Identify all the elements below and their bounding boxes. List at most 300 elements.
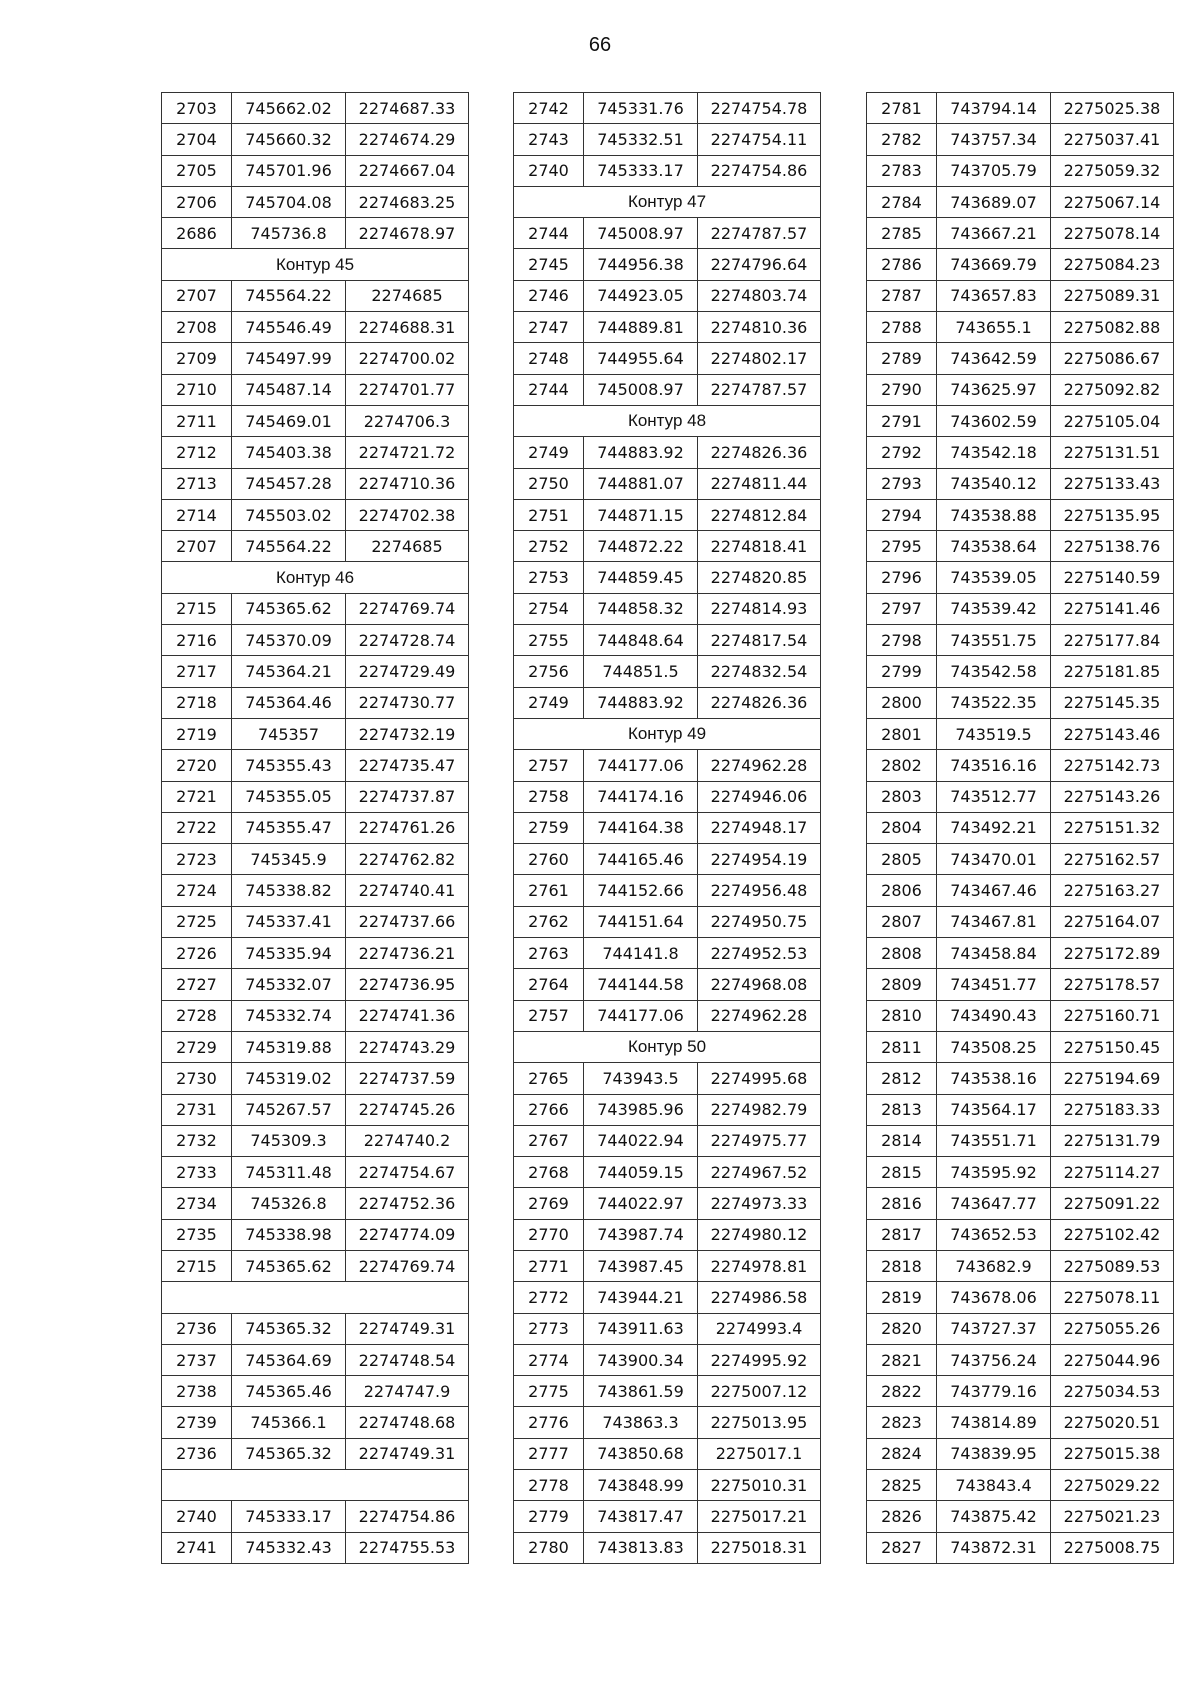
table-row	[867, 1188, 1174, 1219]
y-coordinate: 2274736.21	[346, 938, 469, 969]
y-coordinate: 2275092.82	[1051, 374, 1174, 405]
table-row	[867, 625, 1174, 656]
point-number: 2738	[162, 1376, 232, 1407]
x-coordinate: 745403.38	[232, 437, 346, 468]
point-number: 2804	[867, 812, 937, 843]
y-coordinate: 2274995.68	[698, 1063, 821, 1094]
table-row	[867, 969, 1174, 1000]
table-row	[867, 1438, 1174, 1469]
point-number: 2811	[867, 1031, 937, 1062]
y-coordinate: 2275105.04	[1051, 405, 1174, 436]
point-number: 2819	[867, 1282, 937, 1313]
y-coordinate: 2274820.85	[698, 562, 821, 593]
point-number: 2761	[514, 875, 584, 906]
x-coordinate: 745364.46	[232, 687, 346, 718]
point-number: 2810	[867, 1000, 937, 1031]
y-coordinate: 2275021.23	[1051, 1501, 1174, 1532]
table-row	[162, 1157, 469, 1188]
point-number: 2770	[514, 1219, 584, 1250]
table-row	[162, 906, 469, 937]
point-number: 2781	[867, 93, 937, 124]
table-row	[514, 656, 821, 687]
point-number: 2802	[867, 750, 937, 781]
x-coordinate: 745008.97	[584, 218, 698, 249]
point-number: 2812	[867, 1063, 937, 1094]
point-number: 2795	[867, 531, 937, 562]
point-number: 2788	[867, 312, 937, 343]
x-coordinate: 743814.89	[937, 1407, 1051, 1438]
point-number: 2745	[514, 249, 584, 280]
contour-title: Контур 45	[162, 249, 469, 280]
table-row	[162, 186, 469, 217]
point-number: 2747	[514, 312, 584, 343]
point-number: 2711	[162, 405, 232, 436]
table-row	[514, 499, 821, 530]
empty-separator	[162, 1282, 469, 1313]
x-coordinate: 743987.45	[584, 1250, 698, 1281]
x-coordinate: 745704.08	[232, 186, 346, 217]
table-row	[867, 218, 1174, 249]
table-row	[162, 1407, 469, 1438]
point-number: 2793	[867, 468, 937, 499]
point-number: 2732	[162, 1125, 232, 1156]
point-number: 2708	[162, 312, 232, 343]
y-coordinate: 2275141.46	[1051, 593, 1174, 624]
table-row	[514, 280, 821, 311]
x-coordinate: 744859.45	[584, 562, 698, 593]
table-row	[867, 1313, 1174, 1344]
x-coordinate: 745338.98	[232, 1219, 346, 1250]
point-number: 2739	[162, 1407, 232, 1438]
table-row	[514, 969, 821, 1000]
table-row	[514, 312, 821, 343]
coordinates-table-middle	[513, 92, 821, 1564]
point-number: 2777	[514, 1438, 584, 1469]
point-number: 2744	[514, 218, 584, 249]
y-coordinate: 2274729.49	[346, 656, 469, 687]
separator-row	[162, 1470, 469, 1501]
x-coordinate: 744851.5	[584, 656, 698, 687]
point-number: 2717	[162, 656, 232, 687]
x-coordinate: 745332.07	[232, 969, 346, 1000]
point-number: 2822	[867, 1376, 937, 1407]
x-coordinate: 743669.79	[937, 249, 1051, 280]
y-coordinate: 2274832.54	[698, 656, 821, 687]
x-coordinate: 743647.77	[937, 1188, 1051, 1219]
point-number: 2709	[162, 343, 232, 374]
y-coordinate: 2275034.53	[1051, 1376, 1174, 1407]
x-coordinate: 743467.81	[937, 906, 1051, 937]
table-row	[867, 343, 1174, 374]
x-coordinate: 745345.9	[232, 844, 346, 875]
x-coordinate: 745365.46	[232, 1376, 346, 1407]
y-coordinate: 2275140.59	[1051, 562, 1174, 593]
point-number: 2805	[867, 844, 937, 875]
x-coordinate: 743564.17	[937, 1094, 1051, 1125]
x-coordinate: 745365.62	[232, 593, 346, 624]
point-number: 2782	[867, 124, 937, 155]
x-coordinate: 743727.37	[937, 1313, 1051, 1344]
table-row	[162, 750, 469, 781]
y-coordinate: 2274730.77	[346, 687, 469, 718]
y-coordinate: 2274667.04	[346, 155, 469, 186]
y-coordinate: 2275135.95	[1051, 499, 1174, 530]
point-number: 2765	[514, 1063, 584, 1094]
y-coordinate: 2275131.51	[1051, 437, 1174, 468]
y-coordinate: 2275018.31	[698, 1532, 821, 1563]
point-number: 2710	[162, 374, 232, 405]
table-row	[867, 1250, 1174, 1281]
point-number: 2766	[514, 1094, 584, 1125]
table-row	[162, 155, 469, 186]
y-coordinate: 2275194.69	[1051, 1063, 1174, 1094]
table-row	[162, 1031, 469, 1062]
point-number: 2686	[162, 218, 232, 249]
point-number: 2704	[162, 124, 232, 155]
y-coordinate: 2275163.27	[1051, 875, 1174, 906]
point-number: 2715	[162, 593, 232, 624]
point-number: 2724	[162, 875, 232, 906]
x-coordinate: 744165.46	[584, 844, 698, 875]
x-coordinate: 744955.64	[584, 343, 698, 374]
page-number: 66	[588, 34, 612, 56]
x-coordinate: 745546.49	[232, 312, 346, 343]
y-coordinate: 2274826.36	[698, 437, 821, 468]
table-row	[867, 155, 1174, 186]
table-row	[867, 280, 1174, 311]
table-row	[867, 1282, 1174, 1313]
point-number: 2760	[514, 844, 584, 875]
x-coordinate: 745364.21	[232, 656, 346, 687]
y-coordinate: 2274688.31	[346, 312, 469, 343]
y-coordinate: 2274736.95	[346, 969, 469, 1000]
table-row	[162, 1376, 469, 1407]
table-row	[514, 593, 821, 624]
point-number: 2750	[514, 468, 584, 499]
table-row	[162, 1313, 469, 1344]
contour-header-row	[514, 186, 821, 217]
table-row	[867, 1532, 1174, 1563]
point-number: 2808	[867, 938, 937, 969]
y-coordinate: 2274975.77	[698, 1125, 821, 1156]
point-number: 2785	[867, 218, 937, 249]
y-coordinate: 2274752.36	[346, 1188, 469, 1219]
y-coordinate: 2275082.88	[1051, 312, 1174, 343]
point-number: 2730	[162, 1063, 232, 1094]
table-row	[162, 531, 469, 562]
table-row	[514, 1532, 821, 1563]
y-coordinate: 2275037.41	[1051, 124, 1174, 155]
table-row	[867, 186, 1174, 217]
y-coordinate: 2274796.64	[698, 249, 821, 280]
x-coordinate: 745469.01	[232, 405, 346, 436]
point-number: 2820	[867, 1313, 937, 1344]
y-coordinate: 2275133.43	[1051, 468, 1174, 499]
point-number: 2821	[867, 1344, 937, 1375]
x-coordinate: 743757.34	[937, 124, 1051, 155]
y-coordinate: 2274993.4	[698, 1313, 821, 1344]
point-number: 2755	[514, 625, 584, 656]
x-coordinate: 745333.17	[232, 1501, 346, 1532]
table-row	[162, 1094, 469, 1125]
table-row	[514, 218, 821, 249]
point-number: 2768	[514, 1157, 584, 1188]
x-coordinate: 743689.07	[937, 186, 1051, 217]
table-row	[162, 468, 469, 499]
table-row	[867, 1000, 1174, 1031]
point-number: 2779	[514, 1501, 584, 1532]
table-row	[867, 1376, 1174, 1407]
table-row	[514, 1344, 821, 1375]
table-row	[162, 93, 469, 124]
table-row	[162, 1344, 469, 1375]
point-number: 2816	[867, 1188, 937, 1219]
point-number: 2815	[867, 1157, 937, 1188]
x-coordinate: 743492.21	[937, 812, 1051, 843]
y-coordinate: 2275164.07	[1051, 906, 1174, 937]
point-number: 2826	[867, 1501, 937, 1532]
point-number: 2759	[514, 812, 584, 843]
table-row	[867, 718, 1174, 749]
point-number: 2780	[514, 1532, 584, 1563]
table-row	[162, 1532, 469, 1563]
x-coordinate: 745335.94	[232, 938, 346, 969]
table-row	[514, 1501, 821, 1532]
x-coordinate: 743551.71	[937, 1125, 1051, 1156]
x-coordinate: 743850.68	[584, 1438, 698, 1469]
table-row	[162, 875, 469, 906]
point-number: 2783	[867, 155, 937, 186]
y-coordinate: 2275059.32	[1051, 155, 1174, 186]
x-coordinate: 745355.47	[232, 812, 346, 843]
x-coordinate: 745338.82	[232, 875, 346, 906]
x-coordinate: 744923.05	[584, 280, 698, 311]
point-number: 2731	[162, 1094, 232, 1125]
x-coordinate: 743642.59	[937, 343, 1051, 374]
x-coordinate: 743861.59	[584, 1376, 698, 1407]
y-coordinate: 2274748.68	[346, 1407, 469, 1438]
y-coordinate: 2274747.9	[346, 1376, 469, 1407]
y-coordinate: 2275078.14	[1051, 218, 1174, 249]
table-row	[867, 687, 1174, 718]
point-number: 2772	[514, 1282, 584, 1313]
x-coordinate: 744871.15	[584, 499, 698, 530]
y-coordinate: 2275086.67	[1051, 343, 1174, 374]
y-coordinate: 2274678.97	[346, 218, 469, 249]
x-coordinate: 743508.25	[937, 1031, 1051, 1062]
table-row	[162, 405, 469, 436]
point-number: 2813	[867, 1094, 937, 1125]
x-coordinate: 744889.81	[584, 312, 698, 343]
point-number: 2736	[162, 1313, 232, 1344]
contour-title: Контур 46	[162, 562, 469, 593]
separator-row	[162, 1282, 469, 1313]
point-number: 2790	[867, 374, 937, 405]
x-coordinate: 743540.12	[937, 468, 1051, 499]
point-number: 2817	[867, 1219, 937, 1250]
x-coordinate: 745355.43	[232, 750, 346, 781]
x-coordinate: 745364.69	[232, 1344, 346, 1375]
table-row	[162, 374, 469, 405]
table-row	[162, 1438, 469, 1469]
x-coordinate: 743519.5	[937, 718, 1051, 749]
y-coordinate: 2275102.42	[1051, 1219, 1174, 1250]
x-coordinate: 743538.16	[937, 1063, 1051, 1094]
point-number: 2743	[514, 124, 584, 155]
y-coordinate: 2274737.59	[346, 1063, 469, 1094]
table-row	[514, 750, 821, 781]
y-coordinate: 2274803.74	[698, 280, 821, 311]
table-row	[867, 1063, 1174, 1094]
table-row	[162, 812, 469, 843]
point-number: 2751	[514, 499, 584, 530]
x-coordinate: 743678.06	[937, 1282, 1051, 1313]
point-number: 2778	[514, 1470, 584, 1501]
point-number: 2787	[867, 280, 937, 311]
y-coordinate: 2274754.67	[346, 1157, 469, 1188]
table-row	[162, 1188, 469, 1219]
point-number: 2705	[162, 155, 232, 186]
table-row	[514, 437, 821, 468]
table-row	[867, 844, 1174, 875]
x-coordinate: 745365.32	[232, 1313, 346, 1344]
y-coordinate: 2275162.57	[1051, 844, 1174, 875]
table-row	[514, 468, 821, 499]
x-coordinate: 743467.46	[937, 875, 1051, 906]
point-number: 2794	[867, 499, 937, 530]
point-number: 2807	[867, 906, 937, 937]
table-row	[514, 1282, 821, 1313]
x-coordinate: 743705.79	[937, 155, 1051, 186]
x-coordinate: 743848.99	[584, 1470, 698, 1501]
x-coordinate: 744872.22	[584, 531, 698, 562]
point-number: 2703	[162, 93, 232, 124]
x-coordinate: 743655.1	[937, 312, 1051, 343]
y-coordinate: 2274814.93	[698, 593, 821, 624]
empty-separator	[162, 1470, 469, 1501]
y-coordinate: 2274818.41	[698, 531, 821, 562]
point-number: 2776	[514, 1407, 584, 1438]
y-coordinate: 2274980.12	[698, 1219, 821, 1250]
x-coordinate: 745370.09	[232, 625, 346, 656]
y-coordinate: 2274962.28	[698, 1000, 821, 1031]
y-coordinate: 2274812.84	[698, 499, 821, 530]
y-coordinate: 2275067.14	[1051, 186, 1174, 217]
table-row	[867, 938, 1174, 969]
point-number: 2796	[867, 562, 937, 593]
table-row	[514, 1313, 821, 1344]
point-number: 2753	[514, 562, 584, 593]
x-coordinate: 745365.62	[232, 1250, 346, 1281]
x-coordinate: 743756.24	[937, 1344, 1051, 1375]
y-coordinate: 2274755.53	[346, 1532, 469, 1563]
y-coordinate: 2274749.31	[346, 1438, 469, 1469]
y-coordinate: 2274995.92	[698, 1344, 821, 1375]
y-coordinate: 2274956.48	[698, 875, 821, 906]
contour-title: Контур 49	[514, 718, 821, 749]
y-coordinate: 2274946.06	[698, 781, 821, 812]
x-coordinate: 745497.99	[232, 343, 346, 374]
x-coordinate: 745701.96	[232, 155, 346, 186]
table-row	[514, 374, 821, 405]
x-coordinate: 745736.8	[232, 218, 346, 249]
y-coordinate: 2274701.77	[346, 374, 469, 405]
table-row	[514, 1125, 821, 1156]
point-number: 2825	[867, 1470, 937, 1501]
x-coordinate: 743911.63	[584, 1313, 698, 1344]
point-number: 2744	[514, 374, 584, 405]
x-coordinate: 743602.59	[937, 405, 1051, 436]
table-row	[867, 1031, 1174, 1062]
table-row	[162, 280, 469, 311]
x-coordinate: 745332.51	[584, 124, 698, 155]
x-coordinate: 743542.18	[937, 437, 1051, 468]
x-coordinate: 744174.16	[584, 781, 698, 812]
y-coordinate: 2275007.12	[698, 1376, 821, 1407]
y-coordinate: 2274802.17	[698, 343, 821, 374]
y-coordinate: 2274810.36	[698, 312, 821, 343]
point-number: 2754	[514, 593, 584, 624]
y-coordinate: 2275078.11	[1051, 1282, 1174, 1313]
table-row	[162, 1219, 469, 1250]
x-coordinate: 745337.41	[232, 906, 346, 937]
x-coordinate: 745326.8	[232, 1188, 346, 1219]
point-number: 2803	[867, 781, 937, 812]
x-coordinate: 743944.21	[584, 1282, 698, 1313]
x-coordinate: 745503.02	[232, 499, 346, 530]
table-row	[867, 1501, 1174, 1532]
y-coordinate: 2275138.76	[1051, 531, 1174, 562]
y-coordinate: 2274968.08	[698, 969, 821, 1000]
y-coordinate: 2274950.75	[698, 906, 821, 937]
y-coordinate: 2274761.26	[346, 812, 469, 843]
table-row	[162, 1000, 469, 1031]
y-coordinate: 2274743.29	[346, 1031, 469, 1062]
point-number: 2715	[162, 1250, 232, 1281]
x-coordinate: 745008.97	[584, 374, 698, 405]
point-number: 2726	[162, 938, 232, 969]
x-coordinate: 743539.42	[937, 593, 1051, 624]
y-coordinate: 2274735.47	[346, 750, 469, 781]
table-row	[867, 124, 1174, 155]
y-coordinate: 2274728.74	[346, 625, 469, 656]
point-number: 2818	[867, 1250, 937, 1281]
y-coordinate: 2275160.71	[1051, 1000, 1174, 1031]
point-number: 2756	[514, 656, 584, 687]
y-coordinate: 2275131.79	[1051, 1125, 1174, 1156]
y-coordinate: 2274754.11	[698, 124, 821, 155]
table-row	[514, 1407, 821, 1438]
y-coordinate: 2275181.85	[1051, 656, 1174, 687]
x-coordinate: 743839.95	[937, 1438, 1051, 1469]
table-row	[514, 1188, 821, 1219]
table-row	[867, 812, 1174, 843]
table-row	[867, 1470, 1174, 1501]
y-coordinate: 2274787.57	[698, 218, 821, 249]
table-row	[514, 343, 821, 374]
y-coordinate: 2274737.87	[346, 781, 469, 812]
x-coordinate: 744956.38	[584, 249, 698, 280]
x-coordinate: 743779.16	[937, 1376, 1051, 1407]
x-coordinate: 743538.64	[937, 531, 1051, 562]
x-coordinate: 745332.43	[232, 1532, 346, 1563]
table-row	[162, 1501, 469, 1532]
x-coordinate: 744022.94	[584, 1125, 698, 1156]
x-coordinate: 744177.06	[584, 750, 698, 781]
table-row	[162, 218, 469, 249]
point-number: 2773	[514, 1313, 584, 1344]
y-coordinate: 2274982.79	[698, 1094, 821, 1125]
